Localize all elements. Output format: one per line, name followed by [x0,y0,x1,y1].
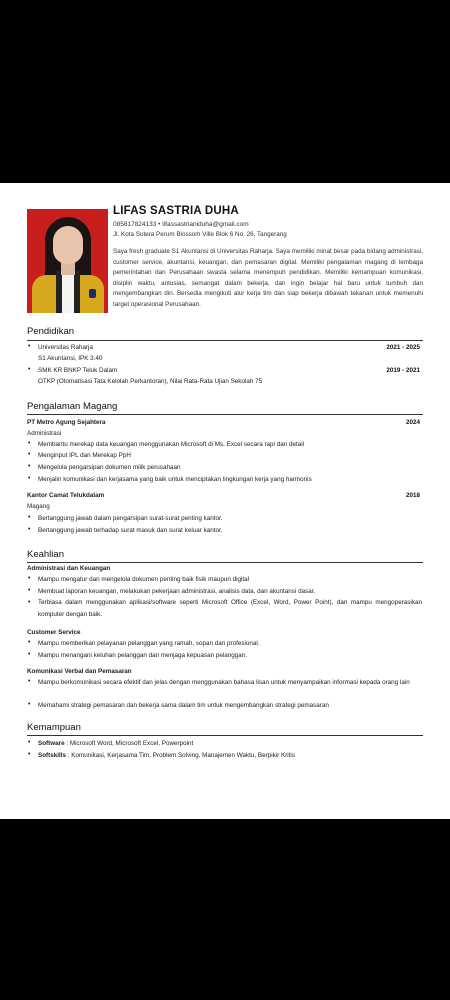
skill-item: Mampu menangani keluhan pelanggan dan menjaga kepuasan pelanggan. [38,652,248,659]
profile-photo [27,209,108,313]
job-duty: Menjalin komunikasi dan kerjasama yang baik untuk menciptakan lingkungan kerja yang harmonis [38,476,312,483]
section-title-education: Pendidikan [27,326,75,337]
bullet: • [28,751,31,758]
job-company: PT Metro Agung Sejahtera [27,419,106,426]
job-duty: Bertanggung jawab terhadap surat masuk dan surat keluar kantor. [38,527,223,534]
bullet: • [28,440,31,447]
ability-value: : Komunikasi, Kerjasama Tim, Problem Solving, Manajemen Waktu, Berpikir Kritis [66,752,295,759]
education-years: 2019 - 2021 [386,367,420,374]
ability-item [38,740,193,747]
section-title-abilities: Kemampuan [27,722,81,733]
bullet: • [28,651,31,658]
education-years: 2021 - 2025 [386,344,420,351]
section-title-skills: Keahlian [27,549,64,560]
section-divider [27,340,423,341]
job-duty: Membantu merekap data keuangan menggunakan Microsoft di Ms. Excel secara rapi dan detail [38,441,305,448]
bullet: • [28,366,31,373]
bullet: • [28,599,31,606]
cv-document [0,183,450,819]
job-year: 2018 [405,492,420,499]
education-school: SMK KR BNKP Teluk Dalam [38,367,118,374]
skill-item: Terbiasa dalam menggunakan aplikasi/software seperti Microsoft Office (Excel, Word, Power Point), dan mampu mengoperasikan komputer dengan baik. [38,599,422,618]
bullet: • [28,587,31,594]
section-title-experience: Pengalaman Magang [27,401,118,412]
ability-label: Software [38,740,65,747]
job-year: 2024 [405,419,420,426]
ability-item [38,752,295,759]
skill-group-title: Komunikasi Verbal dan Pemasaran [27,668,132,675]
skill-item: Mampu berkomunikasi secara efektif dan jelas dengan menggunakan bahasa lisan untuk menyampaikan informasi kepada orang lain [38,679,410,686]
section-divider [27,735,423,736]
skill-item: Memahami strategi pemasaran dan bekerja sama dalam tim untuk mengembangkan strategi pemasaran [38,702,329,709]
job-duty: Bertanggung jawab dalam pengarsipan surat-surat penting kantor. [38,515,223,522]
job-role: Administrasi [27,430,62,437]
job-duty: Menginput IPL dan Merekap PpH [38,452,131,459]
bullet: • [28,343,31,350]
skill-group-title: Customer Service [27,629,81,636]
skill-item: Mampu memberikan pelayanan pelanggan yang ramah, sopan dan profesional. [38,640,260,647]
bullet: • [28,739,31,746]
bullet: • [28,463,31,470]
job-company: Kantor Camat Telukdalam [27,492,105,499]
education-school: Universitas Raharja [38,344,93,351]
skill-item: Mampu mengatur dan mengelola dokumen penting baik fisik maupun digital [38,576,250,583]
bullet: • [28,526,31,533]
section-divider [27,414,423,415]
job-role: Magang [27,503,50,510]
education-detail: S1 Akuntansi, IPK 3.40 [38,355,103,362]
ability-label: Softskills [38,752,66,759]
candidate-name: LIFAS SASTRIA DUHA [113,205,239,217]
bullet: • [28,701,31,708]
contact-info: 085817824133 • lifassastrianiduha@gmail.com [113,221,249,228]
profile-summary: Saya fresh graduate S1 Akuntansi di Universitas Raharja. Saya memiliki minat besar pada bidang administrasi, customer service, akuntansi, keuangan, dan pemasaran digital. Memiliki pengalaman magang di lembaga pemerintahan dan Perusahaan swasta selama menempuh pendidikan. Memiliki kemampuan komunikasi, disiplin waktu, antusias, semangat dalam bekerja, dan ingin belajar hal baru untuk tumbuh dan mengembangkan diri. Bersedia mengikuti alur kerja tim dan siap bekerja dibawah tekanan untuk memenuhi target operasional Perusahaan. [113,248,423,308]
bullet: • [28,639,31,646]
address: Jl. Kota Sutera Perum Blossom Ville Blok 6 No. 26, Tangerang [113,231,287,238]
ability-value: : Microsoft Word, Microsoft Excel, Powerpoint [64,740,194,747]
section-divider [27,562,423,563]
bullet: • [28,678,31,685]
skill-group-title: Administrasi dan Keuangan [27,565,111,572]
bullet: • [28,575,31,582]
bullet: • [28,475,31,482]
bullet: • [28,514,31,521]
job-duty: Mengelola pengarsipan dokumen milik perusahaan [38,464,181,471]
education-detail: OTKP (Otomatisasi Tata Kelolah Perkantoran), Nilai Rata-Rata Ujian Sekolah 75 [38,378,263,385]
skill-item: Membuat laporan keuangan, melakukan pekerjaan administrasi, analisis data, dan akuntansi dasar. [38,588,316,595]
bullet: • [28,451,31,458]
